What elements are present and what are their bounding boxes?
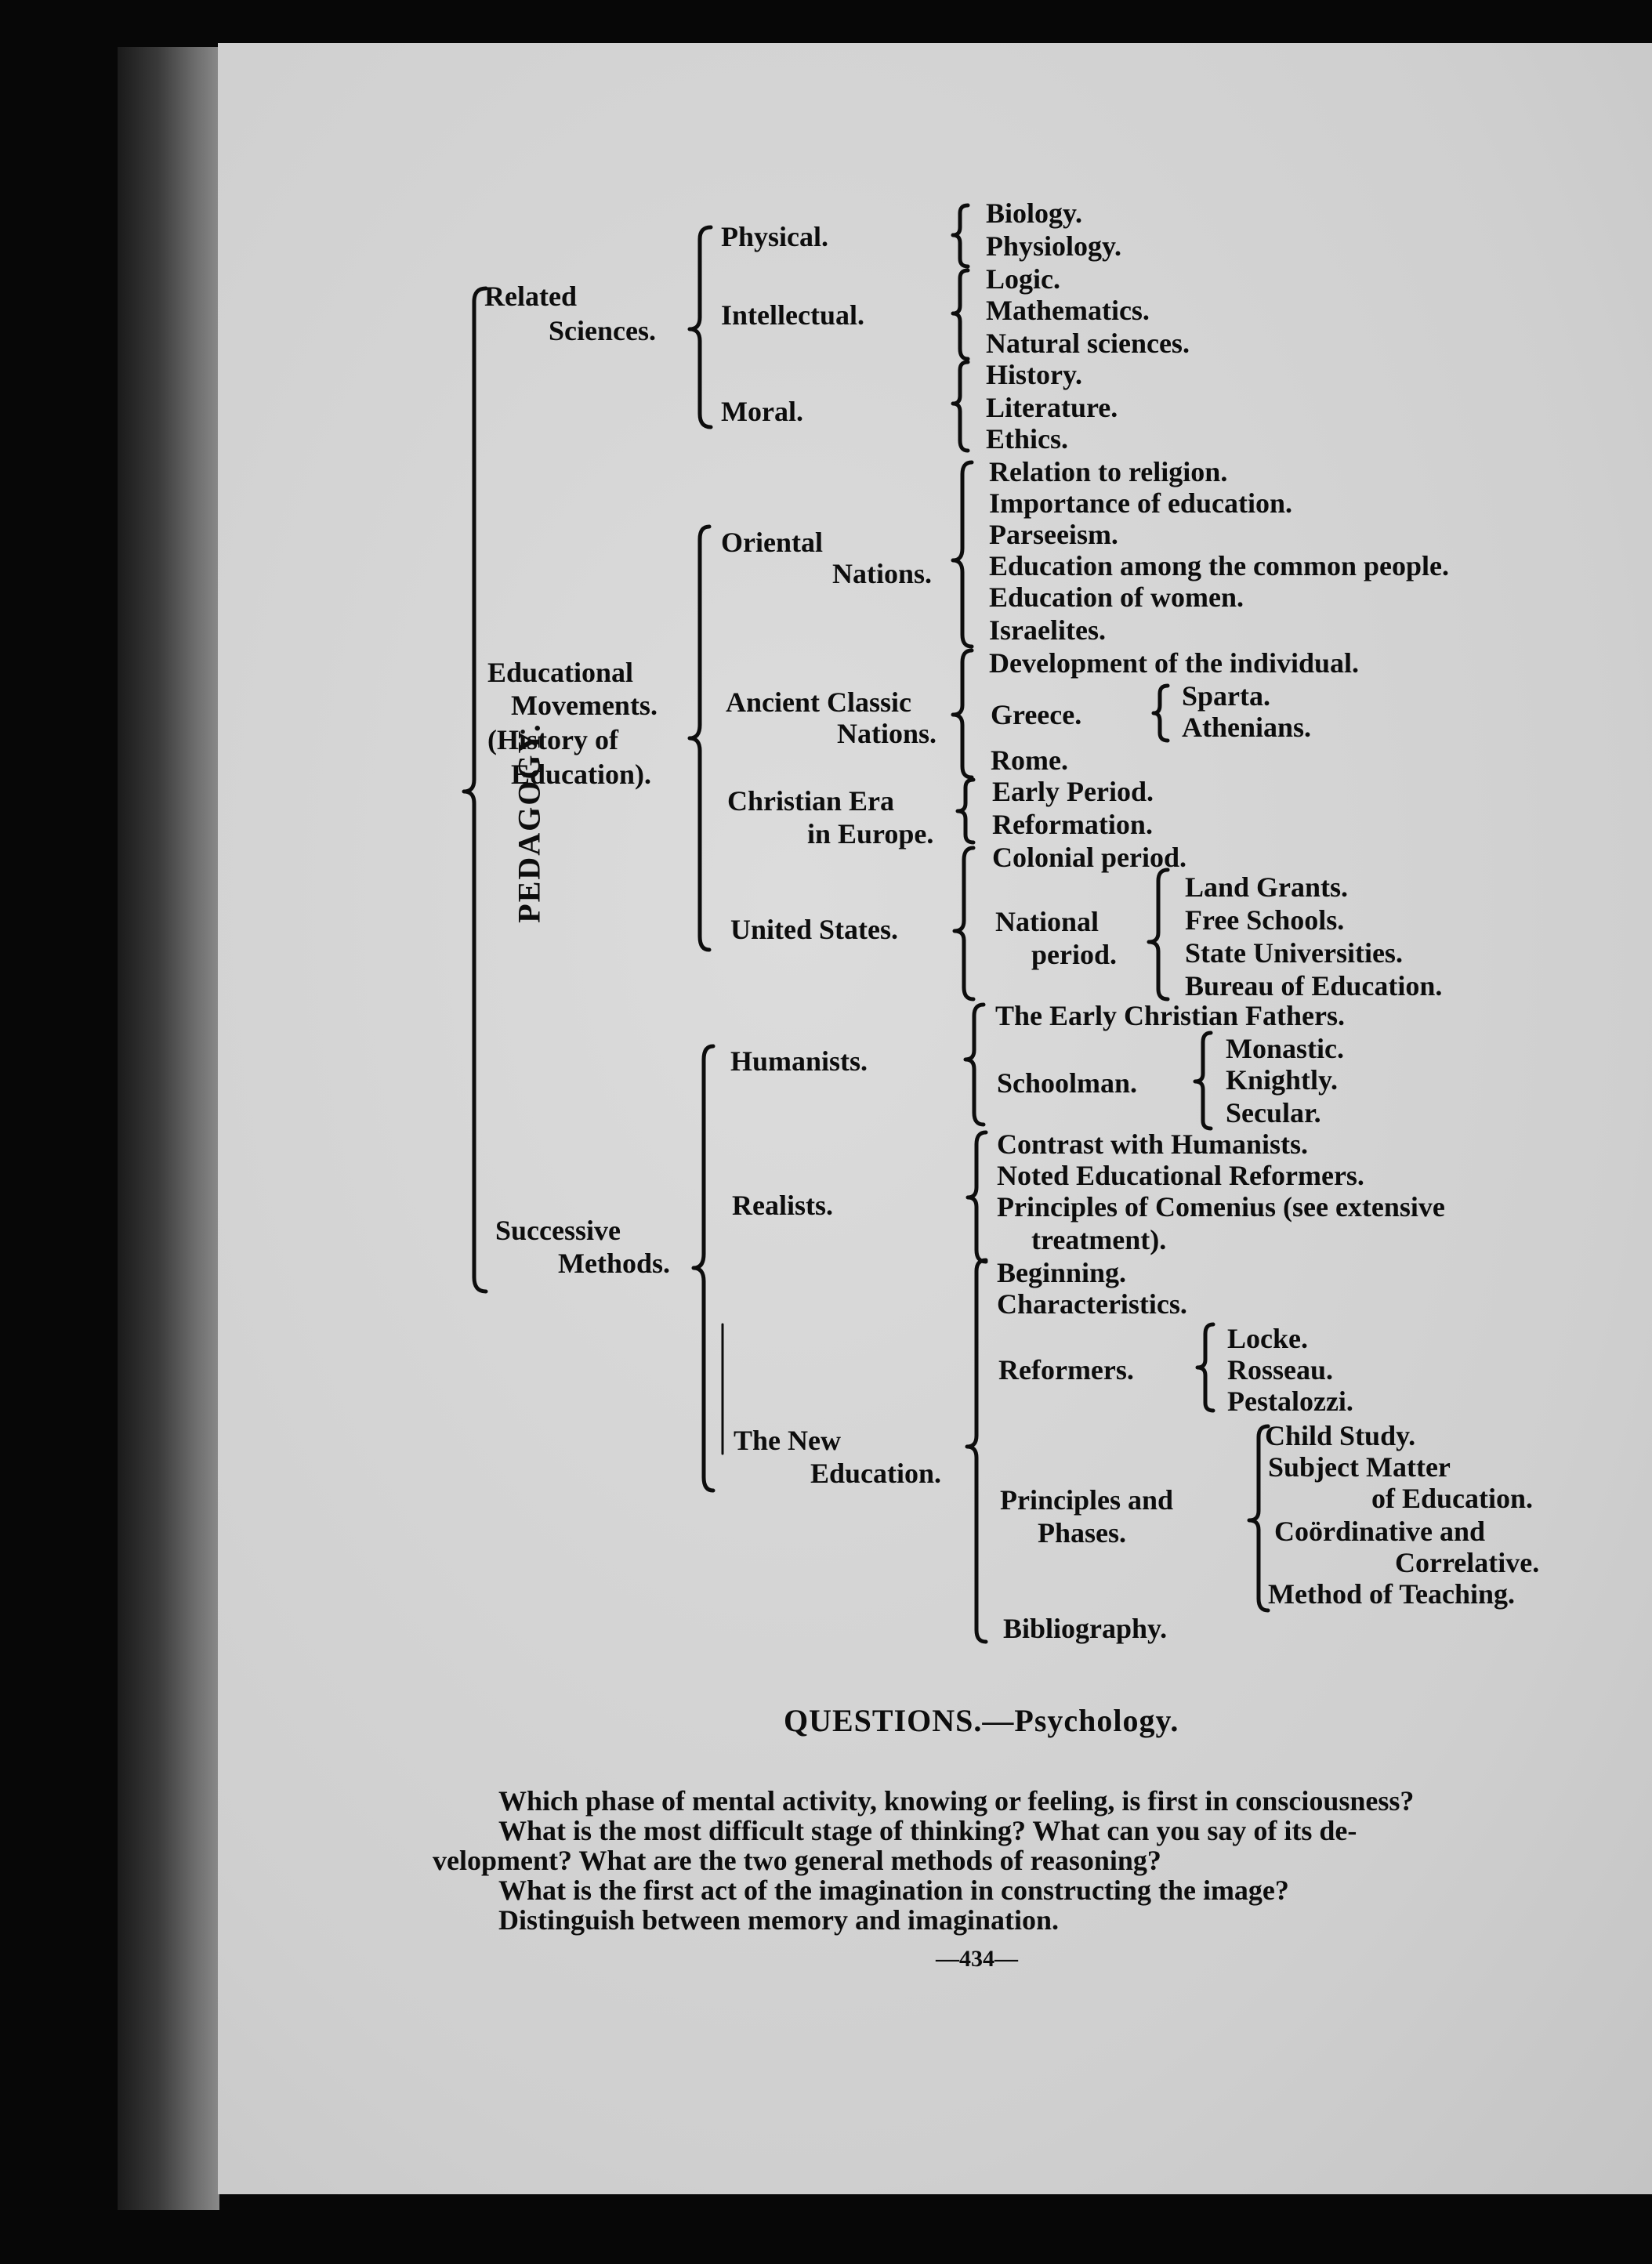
label-educational-4: Education). bbox=[511, 759, 652, 790]
item-method-teaching: Method of Teaching. bbox=[1268, 1578, 1516, 1610]
item-subject-matter: Subject Matter bbox=[1268, 1451, 1451, 1483]
item-bibliography: Bibliography. bbox=[1003, 1613, 1168, 1644]
item-parseeism: Parseeism. bbox=[989, 519, 1118, 550]
label-classic-2: Nations. bbox=[837, 718, 937, 749]
label-realists: Realists. bbox=[732, 1190, 833, 1221]
item-logic: Logic. bbox=[986, 263, 1060, 295]
item-correlative: Correlative. bbox=[1395, 1547, 1540, 1578]
item-development-individual: Development of the individual. bbox=[989, 647, 1360, 679]
item-characteristics: Characteristics. bbox=[997, 1288, 1187, 1320]
item-noted-reformers: Noted Educational Reformers. bbox=[997, 1160, 1364, 1191]
item-pestalozzi: Pestalozzi. bbox=[1227, 1386, 1353, 1417]
question-line-3: velopment? What are the two general methods of reasoning? bbox=[433, 1845, 1161, 1876]
item-beginning: Beginning. bbox=[997, 1257, 1127, 1288]
label-moral: Moral. bbox=[721, 396, 803, 427]
label-intellectual: Intellectual. bbox=[721, 299, 864, 331]
item-colonial-period: Colonial period. bbox=[992, 842, 1187, 873]
item-knightly: Knightly. bbox=[1226, 1064, 1339, 1096]
item-of-education: of Education. bbox=[1371, 1483, 1534, 1514]
item-athenians: Athenians. bbox=[1182, 712, 1312, 743]
label-christian-1: Christian Era bbox=[727, 785, 895, 817]
label-new-education-2: Education. bbox=[810, 1458, 942, 1489]
label-related-2: Sciences. bbox=[549, 315, 656, 346]
item-literature: Literature. bbox=[986, 392, 1118, 423]
page-number: —434— bbox=[936, 1946, 1018, 1972]
label-educational-1: Educational bbox=[487, 657, 634, 688]
item-common-people: Education among the common people. bbox=[989, 550, 1450, 581]
item-land-grants: Land Grants. bbox=[1185, 871, 1349, 903]
item-treatment: treatment). bbox=[1031, 1224, 1167, 1255]
label-oriental-2: Nations. bbox=[832, 558, 933, 589]
item-early-christian-fathers: The Early Christian Fathers. bbox=[995, 1000, 1345, 1031]
label-national-2: period. bbox=[1031, 939, 1118, 970]
label-physical: Physical. bbox=[721, 221, 829, 252]
label-educational-3: (History of bbox=[487, 724, 618, 755]
item-contrast-humanists: Contrast with Humanists. bbox=[997, 1128, 1309, 1160]
label-humanists: Humanists. bbox=[730, 1045, 868, 1077]
label-oriental-1: Oriental bbox=[721, 527, 823, 558]
item-locke: Locke. bbox=[1227, 1323, 1308, 1354]
label-principles-1: Principles and bbox=[1000, 1484, 1174, 1516]
label-united-states: United States. bbox=[730, 914, 898, 945]
item-coordinative: Coördinative and bbox=[1274, 1516, 1486, 1547]
item-sparta: Sparta. bbox=[1182, 680, 1271, 712]
label-reformers: Reformers. bbox=[998, 1354, 1134, 1386]
item-early-period: Early Period. bbox=[992, 776, 1154, 807]
item-rome: Rome. bbox=[991, 744, 1068, 776]
root-title: PEDAGOGY. bbox=[511, 723, 547, 923]
label-christian-2: in Europe. bbox=[807, 818, 934, 849]
item-reformation: Reformation. bbox=[992, 809, 1153, 840]
label-principles-2: Phases. bbox=[1038, 1517, 1127, 1549]
item-bureau-education: Bureau of Education. bbox=[1185, 970, 1443, 1002]
label-successive-2: Methods. bbox=[558, 1248, 670, 1279]
question-line-1: Which phase of mental activity, knowing or feeling, is first in consciousness? bbox=[498, 1785, 1415, 1817]
book-binding-edge bbox=[118, 47, 219, 2210]
item-ethics: Ethics. bbox=[986, 423, 1069, 455]
label-related-1: Related bbox=[484, 281, 577, 312]
item-israelites: Israelites. bbox=[989, 614, 1106, 646]
item-importance-education: Importance of education. bbox=[989, 487, 1292, 519]
label-successive-1: Successive bbox=[495, 1215, 621, 1246]
item-physiology: Physiology. bbox=[986, 230, 1122, 262]
questions-heading: QUESTIONS.—Psychology. bbox=[784, 1703, 1179, 1738]
label-educational-2: Movements. bbox=[511, 690, 658, 721]
item-history: History. bbox=[986, 359, 1082, 390]
item-relation-religion: Relation to religion. bbox=[989, 456, 1228, 487]
question-line-5: Distinguish between memory and imagination. bbox=[498, 1904, 1060, 1936]
question-line-4: What is the first act of the imagination in constructing the image? bbox=[498, 1875, 1289, 1906]
item-monastic: Monastic. bbox=[1226, 1033, 1344, 1064]
question-line-2: What is the most difficult stage of thinking? What can you say of its de- bbox=[498, 1815, 1357, 1846]
label-new-education-1: The New bbox=[734, 1425, 841, 1456]
item-biology: Biology. bbox=[986, 197, 1083, 229]
item-comenius: Principles of Comenius (see extensive bbox=[997, 1191, 1445, 1223]
item-state-universities: State Universities. bbox=[1185, 937, 1403, 969]
label-national-1: National bbox=[995, 906, 1100, 937]
item-natural-sciences: Natural sciences. bbox=[986, 328, 1190, 359]
label-schoolman: Schoolman. bbox=[997, 1067, 1138, 1099]
item-mathematics: Mathematics. bbox=[986, 295, 1150, 326]
item-secular: Secular. bbox=[1226, 1097, 1321, 1128]
label-classic-1: Ancient Classic bbox=[726, 686, 911, 718]
label-greece: Greece. bbox=[991, 699, 1082, 730]
item-women: Education of women. bbox=[989, 581, 1244, 613]
item-rosseau: Rosseau. bbox=[1227, 1354, 1334, 1386]
item-free-schools: Free Schools. bbox=[1185, 904, 1345, 936]
item-child-study: Child Study. bbox=[1265, 1420, 1416, 1451]
